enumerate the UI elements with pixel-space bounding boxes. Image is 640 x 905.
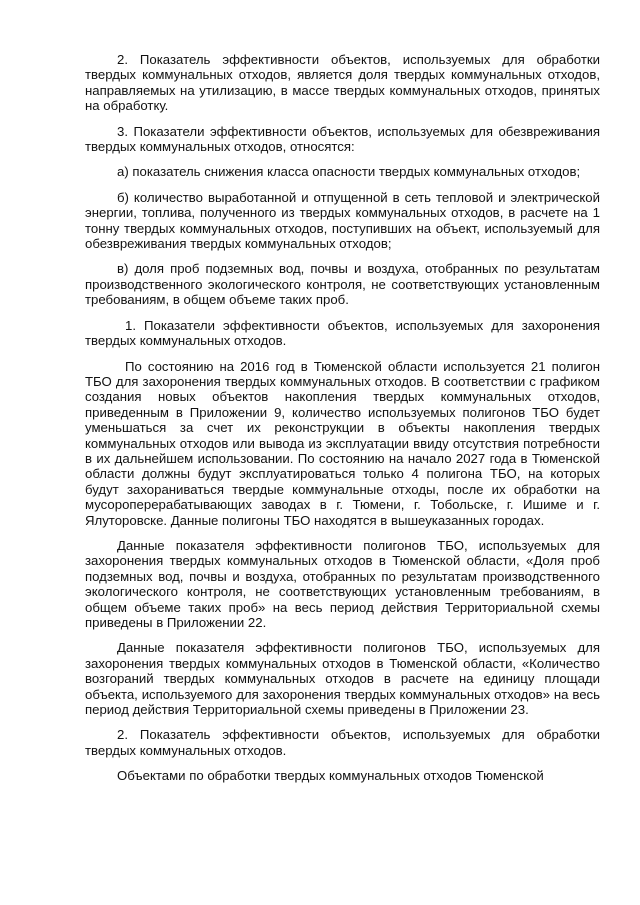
list-item-b: б) количество выработанной и отпущенной в сеть тепловой и электрической энергии, топлива, полученного из твердых коммунальных отходов, в расчете на 1 тонну твердых коммунальных отходов, поступивших на объект, используемый для обезвреживания твердых коммунальных отходов; (85, 189, 600, 252)
paragraph-processing-heading: 2. Показатель эффективности объектов, используемых для обработки твердых коммунальных отходов. (85, 727, 600, 758)
paragraph-landfill-status-2016: По состоянию на 2016 год в Тюменской области используется 21 полигон ТБО для захоронения твердых коммунальных отходов. В соответствии с графиком создания новых объектов накопления твердых коммунальных отходов, приведенным в Приложении 9, количество используемых полигонов ТБО будет уменьшаться за счет их реконструкции в объекты накопления твердых коммунальных отходов или вывода из эксплуатации ввиду отсутствия потребности в их дальнейшем использовании. По состоянию на начало 2027 года в Тюменской области должны будут эксплуатироваться только 4 полигона ТБО, на которых будут захораниваться твердые коммунальные отходы, после их обработки на мусороперерабатывающих заводах в г. Тюмени, г. Тобольске, г. Ишиме и г. Ялуторовске. Данные полигоны ТБО находятся в вышеуказанных городах. (85, 358, 600, 528)
paragraph-processing-indicator: 2. Показатель эффективности объектов, используемых для обработки твердых коммунальных отходов, является доля твердых коммунальных отходов, направляемых на утилизацию, в массе твердых коммунальных отходов, принятых на обработку. (85, 52, 600, 114)
paragraph-processing-objects: Объектами по обработки твердых коммунальных отходов Тюменской (117, 768, 544, 784)
list-item-a: а) показатель снижения класса опасности твердых коммунальных отходов; (117, 164, 581, 180)
paragraph-appendix-22: Данные показателя эффективности полигонов ТБО, используемых для захоронения твердых коммунальных отходов в Тюменской области, «Доля проб подземных вод, почвы и воздуха, отобранных по результатам производственного экологического контроля, не соответствующих установленным требованиям, в общем объеме таких проб» на весь период действия Территориальной схемы приведены в Приложении 22. (85, 537, 600, 630)
paragraph-landfill-indicators: 1. Показатели эффективности объектов, используемых для захоронения твердых коммунальных отходов. (85, 317, 600, 349)
paragraph-neutralization-indicators: 3. Показатели эффективности объектов, используемых для обезвреживания твердых коммунальных отходов, относятся: (85, 123, 600, 155)
paragraph-appendix-23: Данные показателя эффективности полигонов ТБО, используемых для захоронения твердых коммунальных отходов в Тюменской области, «Количество возгораний твердых коммунальных отходов в расчете на единицу площади объекта, используемого для захоронения твердых коммунальных отходов» на весь период действия Территориальной схемы приведены в Приложении 23. (85, 640, 600, 718)
list-item-c: в) доля проб подземных вод, почвы и воздуха, отобранных по результатам производственного экологического контроля, не соответствующих установленным требованиям, в общем объеме таких проб. (85, 261, 600, 308)
